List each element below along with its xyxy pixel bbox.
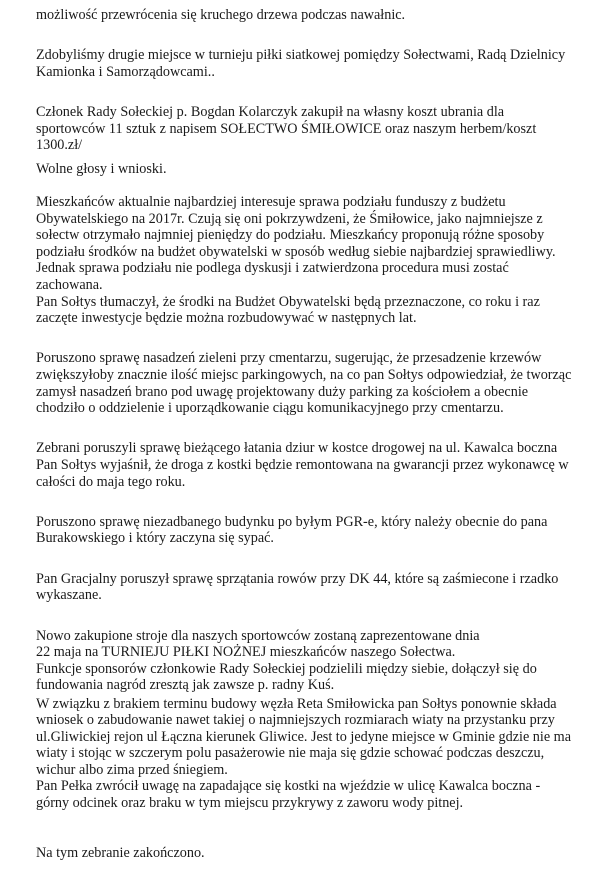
text-line: W związku z brakiem terminu budowy węzła Reta Smiłowicka pan Sołtys ponownie składa — [36, 695, 557, 712]
text-line: Obywatelskiego na 2017r. Czują się oni pokrzywdzeni, że Śmiłowice, jako najmniejsze z — [36, 210, 543, 227]
text-line: Pan Sołtys tłumaczył, że środki na Budżet Obywatelski będą przeznaczone, co roku i raz — [36, 293, 540, 310]
text-line: zamysł nasadzeń brano pod uwagę projektowany duży parking za kościołem a obecnie — [36, 383, 529, 400]
text-line: sołectw otrzymało najmniej pieniędzy do podziału. Mieszkańcy proponują różne sposoby — [36, 227, 545, 244]
text-line: chodziło o oddzielenie i uporządkowanie ciągu komunikacyjnego przy cmentarzu. — [36, 400, 504, 416]
text-line: Poruszono sprawę nasadzeń zieleni przy cmentarzu, sugerując, że przesadzenie krzewów — [36, 350, 542, 367]
text-line: Poruszono sprawę niezadbanego budynku po byłym PGR-e, który należy obecnie do pana — [36, 513, 548, 530]
text-line: wniosek o zabudowanie nawet takiej o najmniejszych rozmiarach wiaty na przystanku przy — [36, 712, 555, 729]
text-line: Jednak sprawa podziału nie podlega dyskusji i zatwierdzona procedura musi zostać — [36, 260, 509, 277]
text-line: zaczęte inwestycje będzie można rozbudowywać w następnych lat. — [36, 310, 417, 326]
text-line: Pan Gracjalny poruszył sprawę sprzątania rowów przy DK 44, które są zaśmiecone i rzadko — [36, 570, 559, 587]
text-line: Kamionka i Samorządowcami.. — [36, 63, 215, 80]
text-line: zachowana. — [36, 277, 103, 293]
text-line: sportowców 11 sztuk z napisem SOŁECTWO ŚMIŁOWICE oraz naszym herbem/koszt — [36, 120, 537, 137]
text-line: wiaty i stojąc w szczerym polu pasażerowie nie maja się gdzie schować podczas deszczu, — [36, 745, 545, 762]
text-line: 1300.zł/ — [36, 137, 83, 154]
text-line: fundowania nagród zresztą jak zawsze p. radny Kuś. — [36, 677, 335, 694]
text-line: ul.Gliwickiej rejon ul Łączna kierunek Gliwice. Jest to jedyne miejsce w Gminie gdzie nie ma — [36, 728, 572, 745]
text-line: wykaszane. — [36, 587, 102, 604]
text-line: całości do maja tego roku. — [36, 473, 186, 490]
text-line: Pan Pełka zwrócił uwagę na zapadające się kostki na wjeździe w ulicę Kawalca boczna - — [36, 778, 541, 795]
text-line: Członek Rady Sołeckiej p. Bogdan Kolarczyk zakupił na własny koszt ubrania dla — [36, 104, 505, 121]
text-line: Zdobyliśmy drugie miejsce w turnieju piłki siatkowej pomiędzy Sołectwami, Radą Dzielnicy — [36, 47, 566, 64]
text-line: Nowo zakupione stroje dla naszych sportowców zostaną zaprezentowane dnia — [36, 627, 480, 644]
text-line: możliwość przewrócenia się kruchego drzewa podczas nawałnic. — [36, 7, 406, 23]
text-line: górny odcinek oraz braku w tym miejscu przykrywy z zaworu wody pitnej. — [36, 794, 464, 811]
text-line: Pan Sołtys wyjaśnił, że droga z kostki będzie remontowana na gwarancji przez wykonawcę w — [36, 457, 569, 473]
text-line: podziału środków na budżet obywatelski w sposób według siebie najbardziej sprawiedliwy. — [36, 243, 556, 260]
section-heading: Wolne głosy i wnioski. — [36, 161, 167, 178]
text-line: Zebrani poruszyli sprawę bieżącego łatania dziur w kostce drogowej na ul. Kawalca boczna — [36, 440, 558, 457]
text-line: Burakowskiego i który zaczyna się sypać. — [36, 530, 274, 547]
text-line: Mieszkańców aktualnie najbardziej interesuje sprawa podziału funduszy z budżetu — [36, 194, 506, 211]
text-line: wichur albo zima przed śniegiem. — [36, 761, 228, 778]
text-line: 22 maja na TURNIEJU PIŁKI NOŻNEJ mieszkańców naszego Sołectwa. — [36, 644, 456, 661]
closing-line: Na tym zebranie zakończono. — [36, 844, 205, 861]
text-line: Funkcje sponsorów członkowie Rady Sołeckiej podzielili między siebie, dołączył się do — [36, 660, 537, 677]
text-line: zwiększyłoby znacznie ilość miejsc parkingowych, na co pan Sołtys odpowiedział, że tworząc — [36, 367, 572, 383]
